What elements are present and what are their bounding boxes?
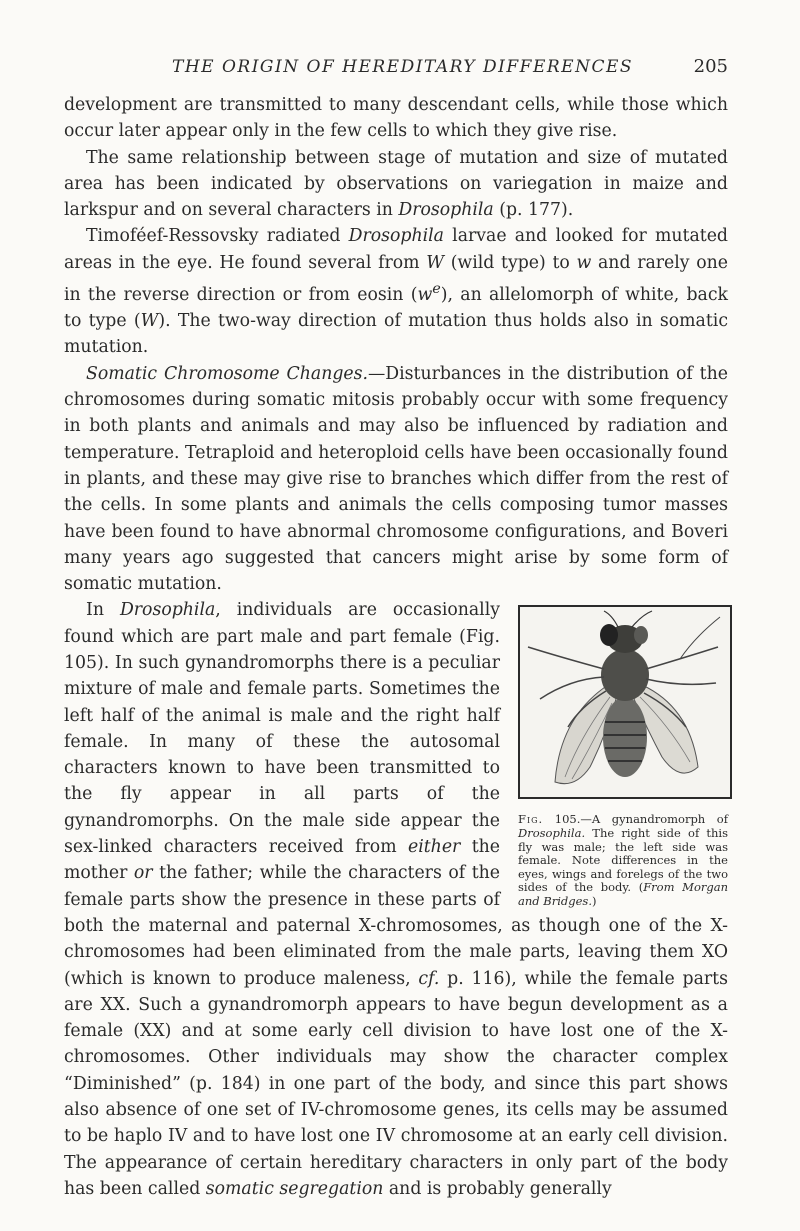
paragraph-2: The same relationship between stage of mutation and size of mutated area has been indicated by observations on variegation in maize and larkspur and on several characters in Drosophila (p. 177). [64,147,728,221]
figure-caption: Fig. 105.—A gynandromorph of Drosophila. The right side of this fly was male; the left side was female. Note differences in the eyes, wings and forelegs of the two sides of the body. (From Morgan and Bridges.) [518,812,729,908]
section-heading: Somatic Chromosome Changes. [86,363,368,384]
term-somatic-segregation: somatic segregation [205,1178,384,1199]
body-text [64,92,728,1202]
paragraph-1: development are transmitted to many descendant cells, while those which occur later appear only in the few cells to which they give rise. [64,95,728,142]
book-page [64,56,728,1202]
page-header [64,56,728,92]
paragraph-4: Somatic Chromosome Changes.—Disturbances in the distribution of the chromosomes during somatic mitosis probably occur with some frequency in both plants and animals and may also be influenced by radiation and temperature. Tetraploid and heteroploid cells have been occasionally found in plants, and these may give rise to branches which differ from the rest of the cells. In some plants and animals the cells composing tumor masses have been found to have abnormal chromosome configurations, and Boveri many years ago suggested that cancers might arise by some form of somatic mutation. [64,363,728,595]
paragraph-3: Timoféef-Ressovsky radiated Drosophila larvae and looked for mutated areas in the eye. He found several from W (wild type) to w and rarely one in the reverse direction or from eosin $(w^e)$, an allelomorph of white, back to type (W). The two-way direction of mutation thus holds also in somatic mutation. [64,226,728,358]
figure-image [518,605,732,799]
running-head: THE ORIGIN OF HEREDITARY DIFFERENCES [172,57,634,77]
paragraph-5: In Drosophila, individuals are occasionally found which are part male and part female (Fig. 105). In such gynandromorphs there is a peculiar mixture of male and female parts. Sometimes the left half of the animal is male and the right half female. In many of these the autosomal characters known to have been transmitted to the fly appear in all parts of the gynandromorphs. On the male side appear the sex-linked characters received from either the mother or the father; while the characters of the female parts show the presence in these parts of both the maternal and paternal X-chromosomes, as though one of the X-chromosomes had been eliminated from the male parts, leaving them XO (which is known to produce maleness, cf. p. 116), while the female parts are XX. Such a gynandromorph appears to have begun development as a female (XX) and at some early cell division to have lost one of the X-chromosomes. Other individuals may show the character complex “Diminished” (p. 184) in one part of the body, and since this part shows also absence of one set of IV-chromosome genes, its cells may be assumed to be haplo IV and to have lost one IV chromosome at an early cell division. The appearance of certain hereditary characters in only part of the body has been called somatic segregation and is probably generally [64,600,728,1199]
figure-105 [512,605,734,908]
page-number: 205 [693,56,728,77]
fly-drawing-icon [520,607,730,797]
